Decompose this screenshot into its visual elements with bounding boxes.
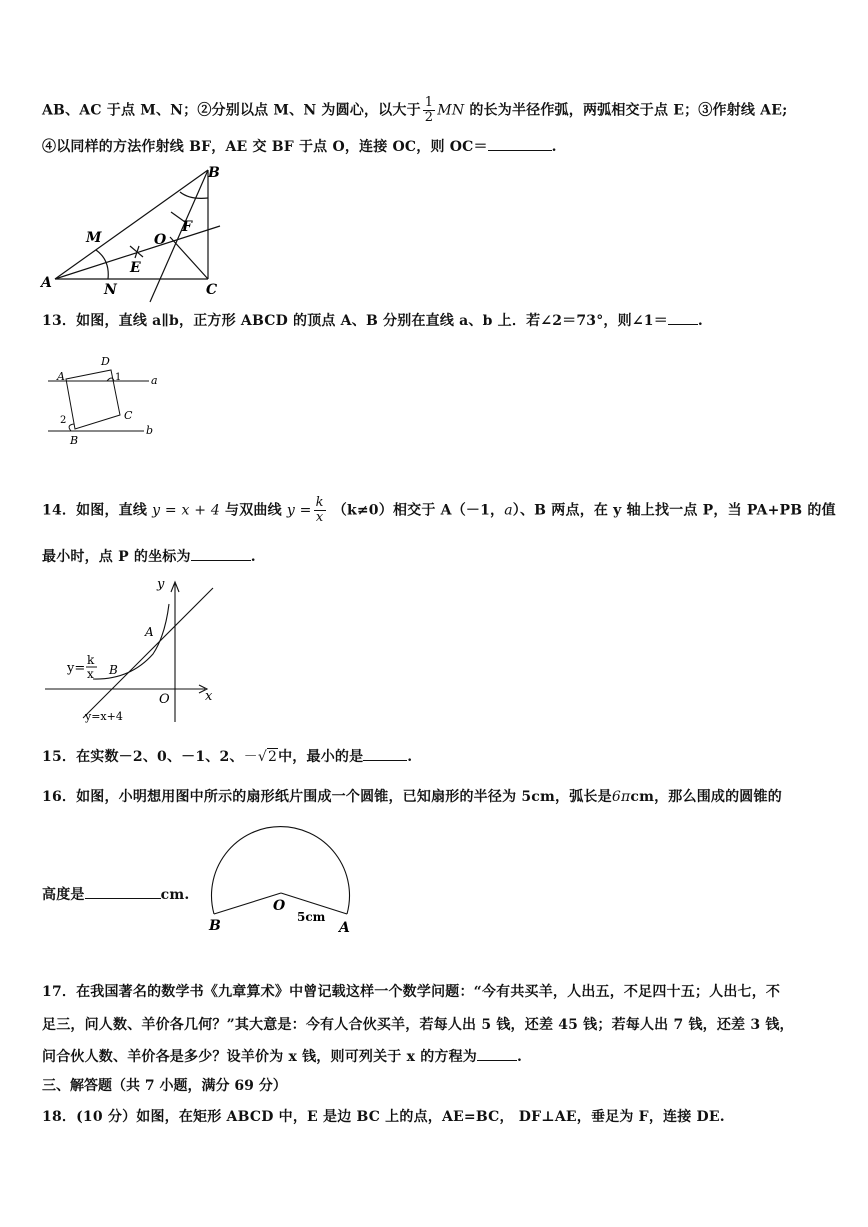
q14-line1: 14．如图，直线 y = x + 4 与双曲线 y = $\frac{k}{x}$ （k≠0）相交于 A（－1，a）、B 两点，在 y 轴上找一点 P，当 PA+PB 的值 <box>42 495 836 525</box>
q12-line1: AB、AC 于点 M、N；②分别以点 M、N 为圆心，以大于 $\frac{1}{2}$ MN 的长为半径作弧，两弧相交于点 E；③作射线 AE; <box>42 95 788 125</box>
answer-blank[interactable] <box>363 748 407 761</box>
q16-sector-figure <box>205 826 355 936</box>
section-heading: 三、解答题（共 7 小题，满分 69 分） <box>42 1078 287 1094</box>
label-F: F <box>182 219 192 235</box>
q15-text: 15．在实数－2、0、－1、2、－√2中，最小的是 . <box>42 749 413 765</box>
svg-text:2: 2 <box>60 415 67 426</box>
svg-text:A: A <box>145 625 154 639</box>
q13-text: 13．如图，直线 a∥b，正方形 ABCD 的顶点 A、B 分别在直线 a、b 上．若∠2＝73°，则∠1＝ . <box>42 313 703 329</box>
svg-text:A: A <box>57 370 65 383</box>
q17-line2: 足三，问人数、羊价各几何？”其大意是：今有人合伙买羊，若每人出 5 钱，还差 45 钱；若每人出 7 钱，还差 3 钱， <box>42 1017 794 1033</box>
q17-line1: 17．在我国著名的数学书《九章算术》中曾记载这样一个数学问题：“今有共买羊，人出五，不足四十五；人出七，不 <box>42 984 781 1000</box>
svg-text:y=x+4: y=x+4 <box>85 710 123 723</box>
svg-text:y=: y= <box>67 661 86 676</box>
svg-text:A: A <box>339 920 350 936</box>
q14-line2: 最小时，点 P 的坐标为 . <box>42 549 256 565</box>
q17-line3: 问合伙人数、羊价各是多少？设羊价为 x 钱，则可列关于 x 的方程为 . <box>42 1049 523 1065</box>
svg-text:a: a <box>151 374 158 387</box>
svg-text:B: B <box>70 434 79 447</box>
label-A: A <box>41 275 52 291</box>
label-O: O <box>154 232 167 248</box>
svg-text:x: x <box>87 667 94 681</box>
svg-text:B: B <box>109 663 118 677</box>
svg-text:y: y <box>157 577 165 592</box>
svg-text:D: D <box>101 355 110 368</box>
q12-line2: ④以同样的方法作射线 BF，AE 交 BF 于点 O，连接 OC，则 OC＝ . <box>42 139 557 155</box>
neg-sqrt-2: －√2 <box>243 749 278 765</box>
svg-text:O: O <box>159 692 170 707</box>
label-M: M <box>86 230 102 246</box>
svg-text:B: B <box>209 918 221 934</box>
svg-text:C: C <box>124 409 133 422</box>
answer-blank[interactable] <box>488 138 552 151</box>
label-N: N <box>104 282 117 298</box>
q13-square-figure <box>44 352 174 447</box>
answer-blank[interactable] <box>668 312 698 325</box>
svg-text:k: k <box>87 653 95 667</box>
answer-blank[interactable] <box>85 886 161 899</box>
q18-text: 18．(10 分）如图，在矩形 ABCD 中，E 是边 BC 上的点，AE=BC， DF⊥AE，垂足为 F，连接 DE. <box>42 1109 725 1125</box>
fraction-one-half: $\frac{1}{2}$ <box>424 95 434 125</box>
label-E: E <box>130 260 141 276</box>
q16-line1: 16．如图，小明想用图中所示的扇形纸片围成一个圆锥，已知扇形的半径为 5cm，弧长是6πcm，那么围成的圆锥的 <box>42 789 782 805</box>
q16-line2: 高度是 cm. <box>42 887 190 903</box>
label-B: B <box>208 165 220 181</box>
svg-text:b: b <box>146 424 154 437</box>
svg-text:5cm: 5cm <box>297 910 326 924</box>
q12-triangle-figure <box>40 160 240 300</box>
k-over-x: $\frac{k}{x}$ <box>315 495 324 525</box>
svg-text:x: x <box>205 689 213 704</box>
label-C: C <box>206 282 218 298</box>
svg-text:O: O <box>273 898 286 914</box>
answer-blank[interactable] <box>191 548 251 561</box>
q14-graph-figure <box>45 574 215 724</box>
answer-blank[interactable] <box>477 1048 517 1061</box>
svg-text:1: 1 <box>115 372 122 383</box>
